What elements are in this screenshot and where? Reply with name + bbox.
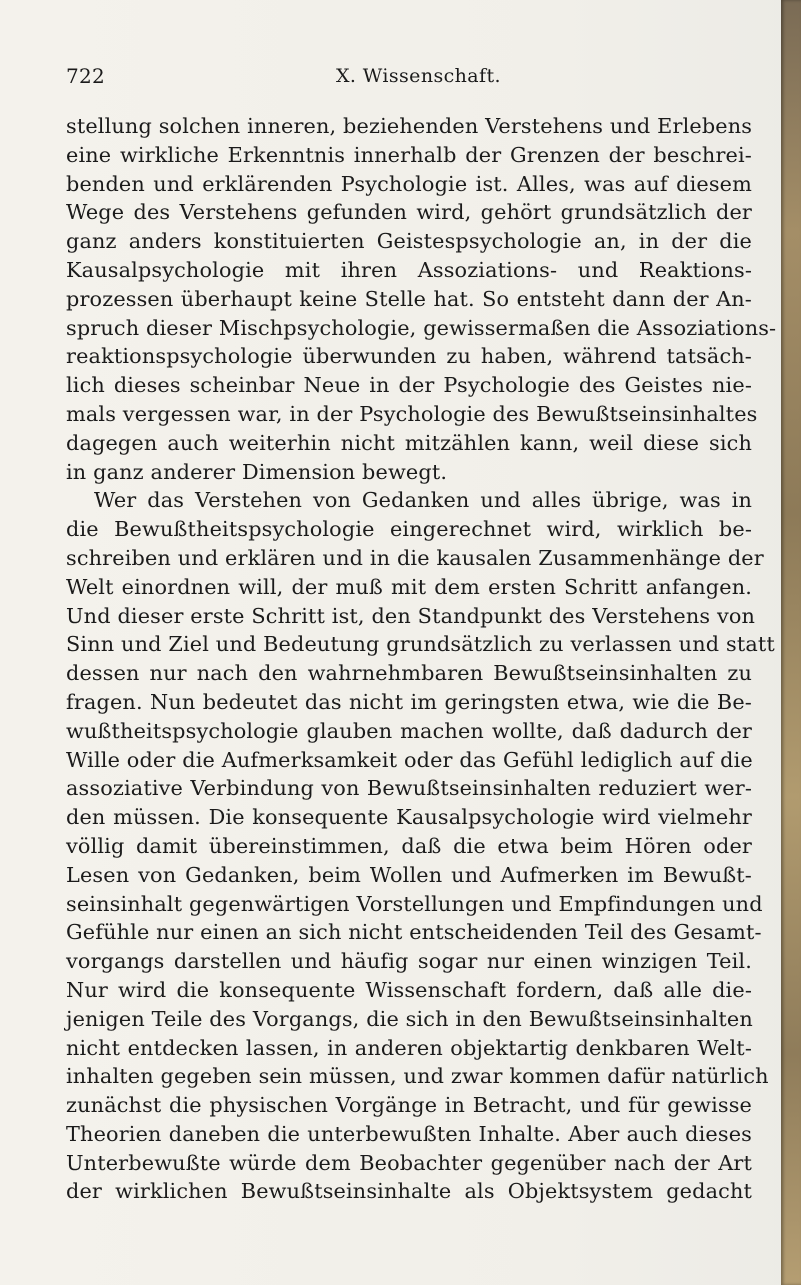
text-line: vorgangs darstellen und häufig sogar nur einen winzigen Teil.: [66, 949, 752, 974]
text-line: Nur wird die konsequente Wissenschaft fordern, daß alle die-: [66, 977, 752, 1002]
text-line: assoziative Verbindung von Bewußtseinsinhalten reduziert wer-: [66, 776, 752, 801]
running-head: X. Wissenschaft.: [336, 65, 501, 87]
text-line: der wirklichen Bewußtseinsinhalte als Objektsystem gedacht: [66, 1179, 752, 1204]
text-line: schreiben und erklären und in die kausalen Zusammenhänge der: [66, 545, 764, 570]
text-line: Und dieser erste Schritt ist, den Standpunkt des Verstehens von: [66, 603, 756, 628]
text-line: lich dieses scheinbar Neue in der Psychologie des Geistes nie-: [66, 373, 752, 398]
text-line: in ganz anderer Dimension bewegt.: [66, 459, 448, 484]
text-line: Welt einordnen will, der muß mit dem ersten Schritt anfangen.: [66, 574, 752, 599]
text-line: stellung solchen inneren, beziehenden Verstehens und Erlebens: [66, 114, 753, 138]
text-line: dagegen auch weiterhin nicht mitzählen kann, weil diese sich: [66, 430, 752, 455]
text-line: Lesen von Gedanken, beim Wollen und Aufmerken im Bewußt-: [66, 862, 752, 887]
text-line: ganz anders konstituierten Geistespsychologie an, in der die: [66, 229, 752, 254]
text-line: völlig damit übereinstimmen, daß die etwa beim Hören oder: [66, 833, 752, 858]
text-line: mals vergessen war, in der Psychologie des Bewußtseinsinhaltes: [66, 401, 758, 426]
text-line: den müssen. Die konsequente Kausalpsychologie wird vielmehr: [66, 805, 752, 830]
text-line: seinsinhalt gegenwärtigen Vorstellungen und Empfindungen und: [66, 891, 763, 916]
page-header: [66, 62, 726, 90]
text-line: zunächst die physischen Vorgänge in Betracht, und für gewisse: [66, 1093, 752, 1118]
text-line: jenigen Teile des Vorgangs, die sich in den Bewußtseinsinhalten: [66, 1006, 753, 1031]
text-line: Wille oder die Aufmerksamkeit oder das Gefühl lediglich auf die: [66, 747, 753, 772]
text-line: fragen. Nun bedeutet das nicht im geringsten etwa, wie die Be-: [66, 689, 752, 714]
text-line: nicht entdecken lassen, in anderen objektartig denkbaren Welt-: [66, 1035, 752, 1060]
text-line: wußtheitspsychologie glauben machen wollte, daß dadurch der: [66, 718, 752, 743]
text-line: Kausalpsychologie mit ihren Assoziations- und Reaktions-: [66, 257, 752, 282]
text-line: benden und erklärenden Psychologie ist. Alles, was auf diesem: [66, 171, 752, 196]
text-line: Gefühle nur einen an sich nicht entscheidenden Teil des Gesamt-: [66, 920, 762, 945]
text-line: inhalten gegeben sein müssen, und zwar kommen dafür natürlich: [66, 1064, 769, 1089]
text-line: spruch dieser Mischpsychologie, gewissermaßen die Assoziations-: [66, 315, 777, 340]
text-line: dessen nur nach den wahrnehmbaren Bewußtseinsinhalten zu: [66, 661, 752, 686]
text-line: Sinn und Ziel und Bedeutung grundsätzlich zu verlassen und statt: [66, 632, 775, 657]
page-edge: [781, 0, 801, 1285]
text-line: eine wirkliche Erkenntnis innerhalb der Grenzen der beschrei-: [66, 142, 752, 167]
text-line: Wer das Verstehen von Gedanken und alles übrige, was in: [94, 488, 752, 513]
body-text: [66, 112, 777, 1206]
text-line: Theorien daneben die unterbewußten Inhalte. Aber auch dieses: [66, 1121, 752, 1146]
text-line: die Bewußtheitspsychologie eingerechnet wird, wirklich be-: [66, 517, 752, 542]
text-line: Unterbewußte würde dem Beobachter gegenüber nach der Art: [66, 1150, 752, 1175]
page-number: 722: [66, 64, 106, 88]
text-line: prozessen überhaupt keine Stelle hat. So entsteht dann der An-: [66, 286, 752, 311]
text-line: reaktionspsychologie überwunden zu haben, während tatsäch-: [66, 344, 752, 369]
text-line: Wege des Verstehens gefunden wird, gehört grundsätzlich der: [66, 200, 752, 225]
